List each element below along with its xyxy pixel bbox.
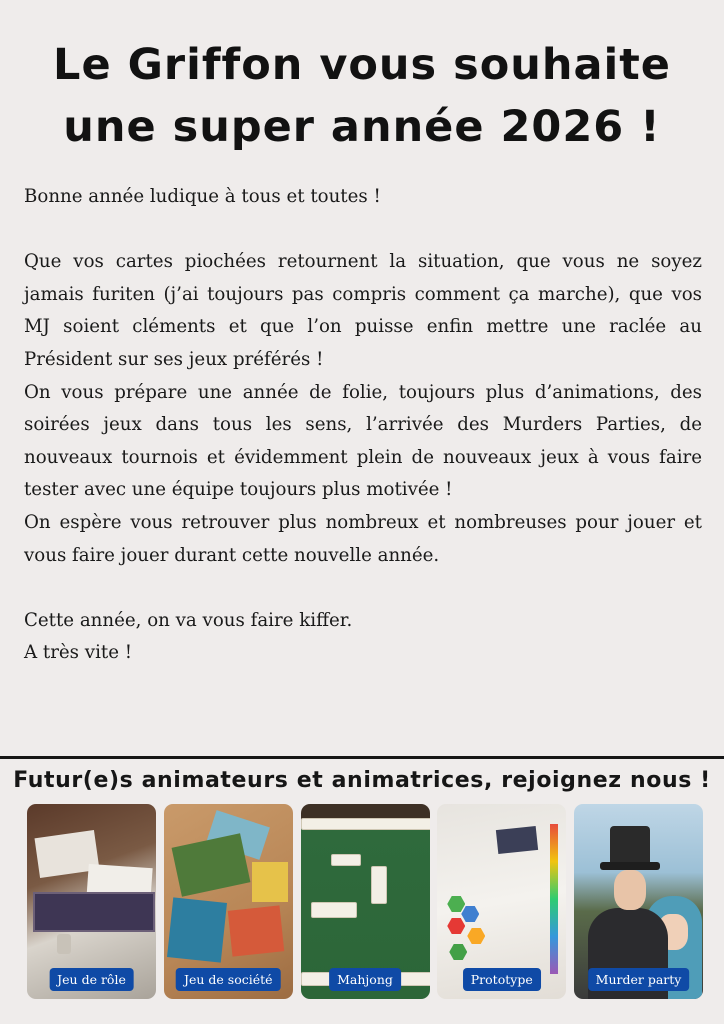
activity-cards bbox=[27, 804, 703, 999]
spacer bbox=[24, 214, 702, 247]
card-mahjong[interactable] bbox=[301, 804, 430, 999]
recruit-heading: Futur(e)s animateurs et animatrices, rejoignez nous ! bbox=[13, 768, 711, 793]
card-label: Mahjong bbox=[329, 968, 401, 991]
card-jeu-de-societe[interactable] bbox=[164, 804, 293, 999]
section-divider bbox=[0, 756, 724, 759]
paragraph-hope: On espère vous retrouver plus nombreux et nombreuses pour jouer et vous faire jouer durant cette nouvelle année. bbox=[24, 511, 702, 566]
card-label: Prototype bbox=[463, 968, 541, 991]
card-label: Jeu de société bbox=[176, 968, 281, 991]
card-jeu-de-role[interactable] bbox=[27, 804, 156, 999]
title-line-1: Le Griffon vous souhaite bbox=[53, 40, 671, 90]
greeting: Bonne année ludique à tous et toutes ! bbox=[24, 186, 381, 207]
card-prototype[interactable] bbox=[437, 804, 566, 999]
card-murder-party[interactable] bbox=[574, 804, 703, 999]
card-label: Murder party bbox=[588, 968, 690, 991]
paragraph-plans: On vous prépare une année de folie, toujours plus d’animations, des soirées jeux dans tous les sens, l’arrivée des Murders Parties, de nouveaux tournois et évidemment plein de nouveaux jeux à vous faire tester avec une équipe toujours plus motivée ! bbox=[24, 381, 702, 501]
spacer bbox=[24, 572, 702, 605]
message-body bbox=[24, 181, 702, 670]
paragraph-wishes: Que vos cartes piochées retournent la situation, que vous ne soyez jamais furiten (j’ai toujours pas compris comment ça marche), que vos MJ soient cléments et que l’on puisse enfin mettre une raclée au Président sur ses jeux préférés ! bbox=[24, 251, 702, 370]
page-title bbox=[0, 34, 724, 158]
card-label: Jeu de rôle bbox=[49, 968, 134, 991]
closing-line-1: Cette année, on va vous faire kiffer. bbox=[24, 609, 353, 631]
closing-line-2: A très vite ! bbox=[24, 642, 133, 664]
title-line-2: une super année 2026 ! bbox=[63, 102, 661, 152]
